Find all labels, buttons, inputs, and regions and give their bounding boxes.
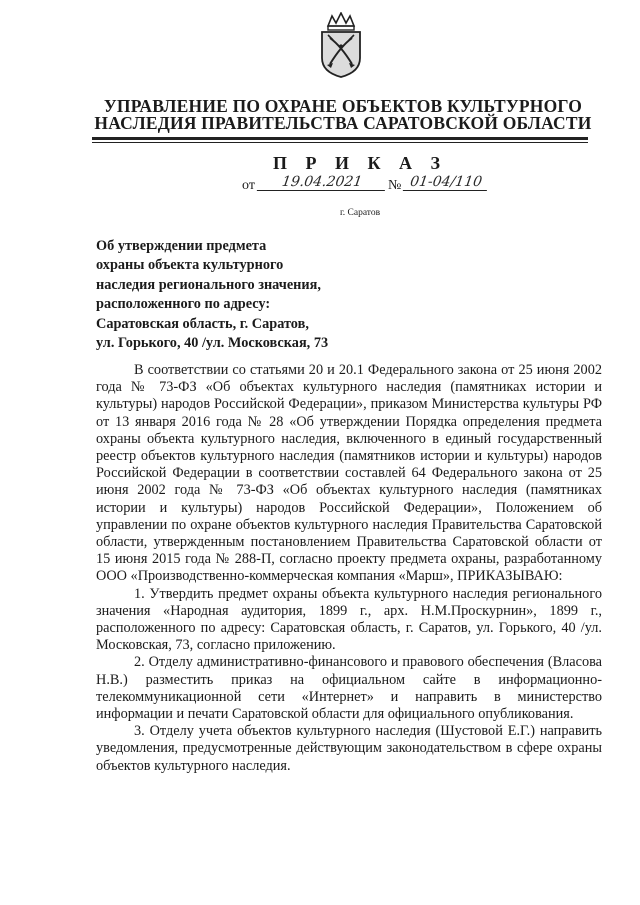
preamble-paragraph: В соответствии со статьями 20 и 20.1 Федерального закона от 25 июня 2002 года № 73-ФЗ «Об объектах культурного наследия (памятниках истории и культуры) народов Российской Федерации», приказом Министерства культуры РФ от 13 января 2016 года № 28 «Об утверждении Порядка определения предмета охраны объекта культурного наследия, включенного в единый государственный реестр объектов культурного наследия (памятников истории и культуры) народов Российской Федерации в соответствии составлей 64 Федерального закона от 25 июня 2002 года № 73-ФЗ «Об объектах культурного наследия (памятниках истории и культуры) народов Российской Федерации», Положением об управлении по охране объектов культурного наследия Правительства Саратовской области, утвержденным постановлением Правительства Саратовской области от 15 июня 2015 года № 288-П, согласно проекту предмета охраны, разработанному ООО «Производственно-коммерческая компания «Марш», ПРИКАЗЫВАЮ:: [96, 362, 602, 585]
subject-line: расположенного по адресу:: [96, 296, 271, 313]
order-item-1: 1. Утвердить предмет охраны объекта культурного наследия регионального значения «Народная аудитория, 1899 г., арх. Н.М.Проскурнин», 1899 г., расположенного по адресу: Саратовская область, г. Саратов, ул. Горького, 40 /ул. Московская, 73, согласно приложению.: [96, 585, 602, 654]
subject-line: Саратовская область, г. Саратов,: [96, 315, 309, 332]
document-body: [96, 362, 602, 775]
subject-line: Об утверждении предмета: [96, 238, 267, 254]
organization-name-line1: УПРАВЛЕНИЕ ПО ОХРАНЕ ОБЪЕКТОВ КУЛЬТУРНОГО: [103, 96, 583, 116]
document-type-title: П Р И К А З: [272, 153, 448, 173]
organization-name-line2: НАСЛЕДИЯ ПРАВИТЕЛЬСТВА САРАТОВСКОЙ ОБЛАСТИ: [94, 113, 592, 133]
order-item-2: 2. Отделу административно-финансового и правового обеспечения (Власова Н.В.) разместить приказ на официальном сайте в информационно-телекоммуникационной сети «Интернет» и направить в министерство информации и печати Саратовской области для официального опубликования.: [96, 654, 602, 723]
subject-line: наследия регионального значения,: [96, 276, 321, 293]
handwritten-number: 01-04/110: [403, 174, 489, 191]
order-item-3: 3. Отделу учета объектов культурного наследия (Шустовой Е.Г.) направить уведомления, предусмотренные действующим законодательством в сфере охраны объектов культурного наследия.: [96, 723, 602, 774]
subject-line: ул. Горького, 40 /ул. Московская, 73: [96, 335, 329, 352]
subject-heading: [96, 237, 328, 353]
handwritten-date: 19.04.2021: [257, 174, 387, 191]
coat-of-arms-icon: [318, 12, 364, 78]
city-label: г. Саратов: [339, 208, 381, 218]
subject-line: охраны объекта культурного: [96, 257, 284, 274]
number-label: №: [388, 178, 402, 193]
header-rule-thick: [92, 137, 588, 140]
header-rule-thin: [92, 142, 588, 143]
date-label: от: [242, 178, 255, 193]
